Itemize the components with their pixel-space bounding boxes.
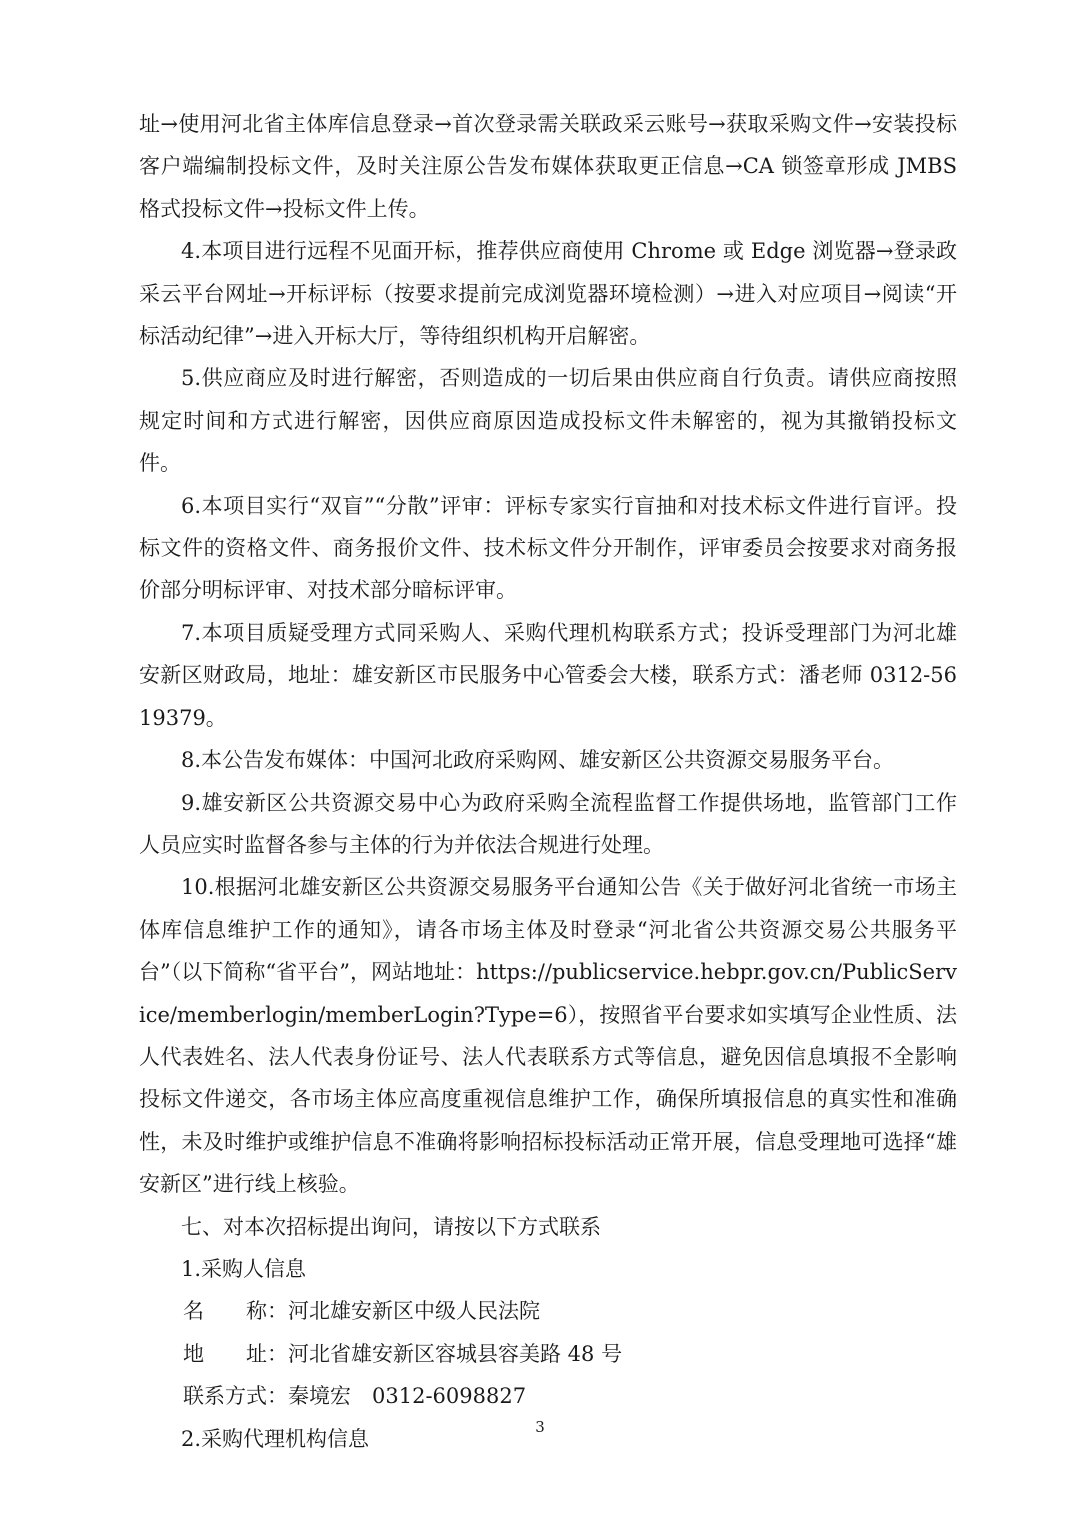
paragraph-item-7-complaints: 7.本项目质疑受理方式同采购人、采购代理机构联系方式；投诉受理部门为河北雄安新区财政局，地址：雄安新区市民服务中心管委会大楼，联系方式：潘老师 0312-5619379。 bbox=[139, 620, 957, 730]
document-body bbox=[139, 103, 957, 1460]
paragraph-item-9-supervision: 9.雄安新区公共资源交易中心为政府采购全流程监督工作提供场地，监管部门工作人员应实时监督各参与主体的行为并依法合规进行处理。 bbox=[139, 790, 957, 857]
subheading-agency-info: 2.采购代理机构信息 bbox=[181, 1426, 370, 1451]
purchaser-address-line: 地 址：河北省雄安新区容城县容美路 48 号 bbox=[183, 1341, 623, 1366]
paragraph-item-4-remote-bid-opening: 4.本项目进行远程不见面开标，推荐供应商使用 Chrome 或 Edge 浏览器→登录政采云平台网址→开标评标（按要求提前完成浏览器环境检测）→进入对应项目→阅读“开标活动纪律”→进入开标大厅，等待组织机构开启解密。 bbox=[139, 239, 957, 349]
paragraph-item-8-publishing-media: 8.本公告发布媒体：中国河北政府采购网、雄安新区公共资源交易服务平台。 bbox=[181, 748, 895, 773]
paragraph-item-5-decryption: 5.供应商应及时进行解密，否则造成的一切后果由供应商自行负责。请供应商按照规定时间和方式进行解密，因供应商原因造成投标文件未解密的，视为其撤销投标文件。 bbox=[139, 366, 957, 476]
subheading-purchaser-info: 1.采购人信息 bbox=[181, 1256, 307, 1281]
purchaser-contact-line: 联系方式：秦境宏 0312-6098827 bbox=[183, 1384, 527, 1409]
paragraph-item-10-info-maintenance: 10.根据河北雄安新区公共资源交易服务平台通知公告《关于做好河北省统一市场主体库信息维护工作的通知》，请各市场主体及时登录“河北省公共资源交易公共服务平台”（以下简称“省平台”，网站地址：https://publicservice.hebpr.gov.cn/PublicService/memberlogin/memberLogin?Type=6），按照省平台要求如实填写企业性质、法人代表姓名、法人代表身份证号、法人代表联系方式等信息，避免因信息填报不全影响投标文件递交，各市场主体应高度重视信息维护工作，确保所填报信息的真实性和准确性，未及时维护或维护信息不准确将影响招标投标活动正常开展，信息受理地可选择“雄安新区”进行线上核验。 bbox=[139, 875, 957, 1197]
purchaser-name-line: 名 称：河北雄安新区中级人民法院 bbox=[183, 1299, 540, 1324]
page-number: 3 bbox=[535, 1418, 545, 1436]
paragraph-item-6-double-blind-review: 6.本项目实行“双盲”“分散”评审：评标专家实行盲抽和对技术标文件进行盲评。投标文件的资格文件、商务报价文件、技术标文件分开制作，评审委员会按要求对商务报价部分明标评审、对技术部分暗标评审。 bbox=[139, 493, 957, 603]
section-heading-inquiry-contact: 七、对本次招标提出询问，请按以下方式联系 bbox=[181, 1214, 601, 1239]
paragraph-continued-procedure: 址→使用河北省主体库信息登录→首次登录需关联政采云账号→获取采购文件→安装投标客户端编制投标文件，及时关注原公告发布媒体获取更正信息→CA 锁签章形成 JMBS 格式投标文件→投标文件上传。 bbox=[139, 112, 957, 221]
